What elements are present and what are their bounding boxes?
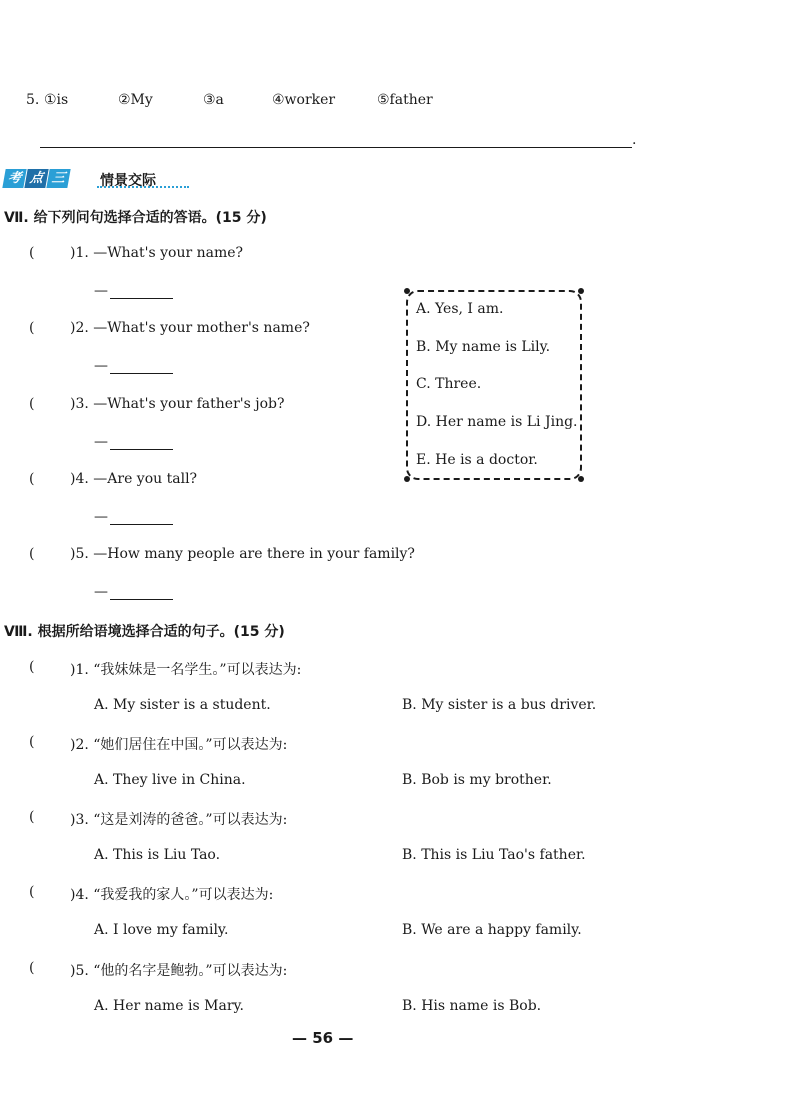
q8-1-prompt: )1. “我妹妹是一名学生。”可以表达为: [70,662,302,678]
q7-5-question: )5. —How many people are there in your family? [70,546,415,562]
word-option-3: ③a [203,92,224,108]
q8-3-choice-b[interactable]: B. This is Liu Tao's father. [402,847,586,863]
q8-4-choice-a[interactable]: A. I love my family. [94,922,229,938]
q8-2-prompt: )2. “她们居住在中国。”可以表达为: [70,737,288,753]
q7-3-paren: ( [29,396,35,412]
kaodian-title: 情景交际 [100,173,156,189]
q8-5-choice-b[interactable]: B. His name is Bob. [402,998,542,1014]
kaodian-badge-char-2: 点 [24,169,48,188]
q5-number: 5. [26,92,40,108]
q7-5-answer-blank[interactable] [110,599,173,600]
option-a: A. Yes, I am. [416,301,504,317]
q8-5-prompt: )5. “他的名字是鲍勃。”可以表达为: [70,963,288,979]
section7-heading: Ⅶ. 给下列问句选择合适的答语。(15 分) [4,210,267,226]
q7-4-dash: — [94,509,108,525]
box-corner-dot [404,476,410,482]
q8-4-prompt: )4. “我爱我的家人。”可以表达为: [70,887,274,903]
option-c: C. Three. [416,376,482,392]
box-corner-dot [578,476,584,482]
q5-end-period: . [632,132,637,148]
q8-3-paren: ( [29,809,35,825]
q5-answer-line[interactable] [40,147,632,148]
q7-2-answer-blank[interactable] [110,373,173,374]
option-d: D. Her name is Li Jing. [416,414,578,430]
q7-1-question: )1. —What's your name? [70,245,244,261]
page-number: — 56 — [292,1029,354,1047]
q8-5-paren: ( [29,960,35,976]
q7-1-dash: — [94,283,108,299]
option-b: B. My name is Lily. [416,339,551,355]
q8-3-prompt: )3. “这是刘涛的爸爸。”可以表达为: [70,812,288,828]
q8-5-choice-a[interactable]: A. Her name is Mary. [94,998,245,1014]
q8-2-choice-b[interactable]: B. Bob is my brother. [402,772,552,788]
q8-1-choice-b[interactable]: B. My sister is a bus driver. [402,697,597,713]
q8-2-choice-a[interactable]: A. They live in China. [94,772,246,788]
q7-3-question: )3. —What's your father's job? [70,396,285,412]
box-corner-dot [578,288,584,294]
kaodian-badge-char-3: 三 [46,169,70,188]
q7-5-dash: — [94,584,108,600]
q7-2-dash: — [94,358,108,374]
word-option-2: ②My [118,92,153,108]
word-option-4: ④worker [272,92,336,108]
q7-1-paren: ( [29,245,35,261]
word-option-1: ①is [44,92,69,108]
q7-3-answer-blank[interactable] [110,449,173,450]
q7-2-paren: ( [29,320,35,336]
q7-4-paren: ( [29,471,35,487]
q7-1-answer-blank[interactable] [110,298,173,299]
q7-2-question: )2. —What's your mother's name? [70,320,310,336]
q7-4-question: )4. —Are you tall? [70,471,198,487]
q7-4-answer-blank[interactable] [110,524,173,525]
q8-3-choice-a[interactable]: A. This is Liu Tao. [94,847,221,863]
word-option-5: ⑤father [377,92,433,108]
box-corner-dot [404,288,410,294]
q8-4-choice-b[interactable]: B. We are a happy family. [402,922,582,938]
option-e: E. He is a doctor. [416,452,538,468]
q8-1-choice-a[interactable]: A. My sister is a student. [94,697,271,713]
kaodian-badge [4,169,70,188]
q7-3-dash: — [94,434,108,450]
kaodian-badge-char-1: 考 [2,169,26,188]
kaodian-underline-dots [97,186,189,188]
q8-2-paren: ( [29,734,35,750]
q8-1-paren: ( [29,659,35,675]
section8-heading: Ⅷ. 根据所给语境选择合适的句子。(15 分) [4,624,285,640]
q8-4-paren: ( [29,884,35,900]
q7-5-paren: ( [29,546,35,562]
